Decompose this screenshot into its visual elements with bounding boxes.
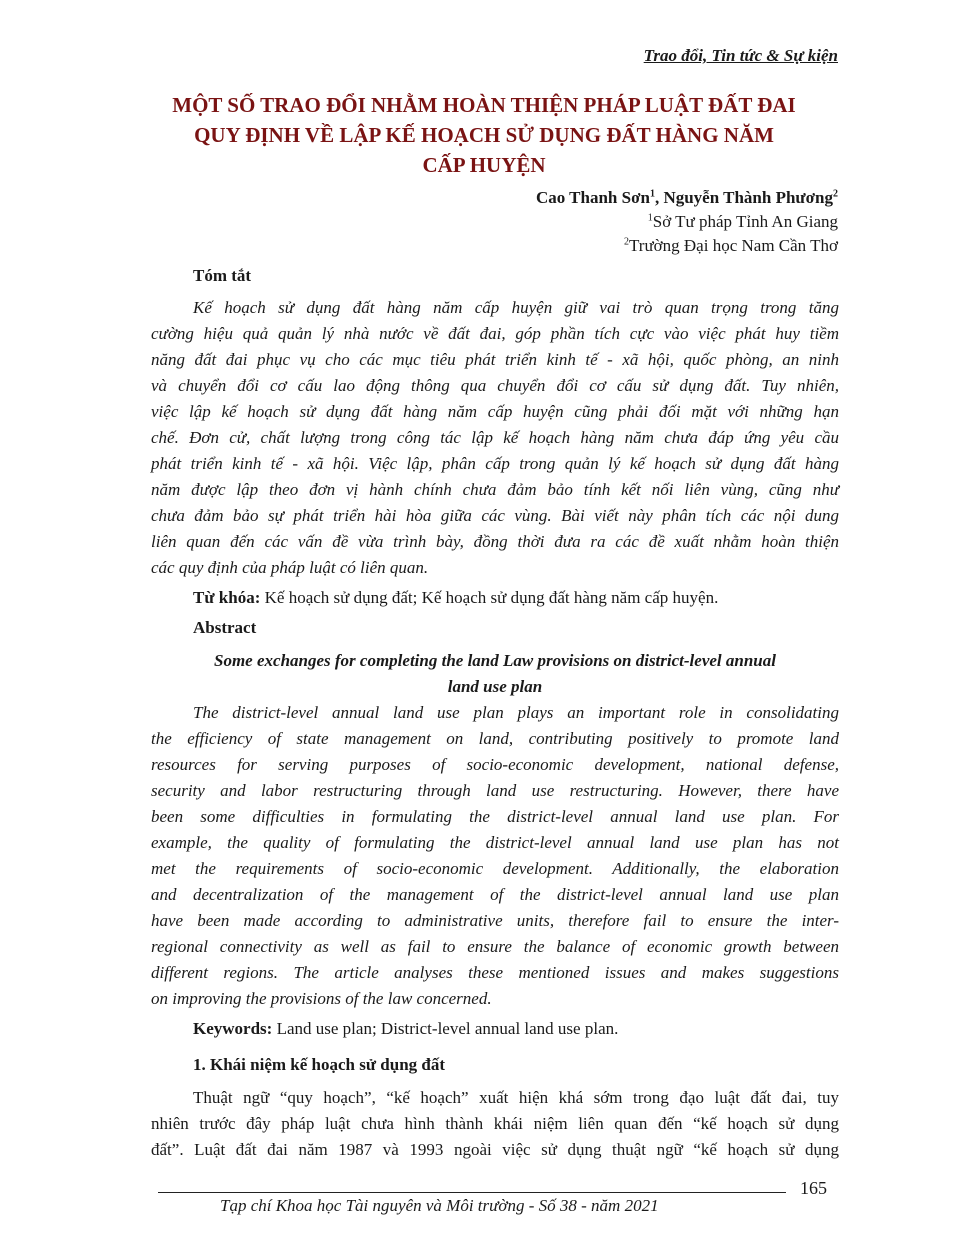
abstract-title (151, 648, 839, 700)
summary-heading: Tóm tắt (193, 266, 252, 285)
summary-line: năm được lập theo đơn vị hành chính chưa đảm bảo tính kết nối liên vùng, cũng như (151, 480, 839, 499)
article-title (130, 90, 838, 180)
abstract-line: been some difficulties in formulating the district-level annual land use plan. For (151, 807, 839, 826)
summary-line: và chuyển đổi cơ cấu lao động thông qua chuyển đổi cơ cấu sử dụng đất. Tuy nhiên, (151, 376, 839, 395)
summary-line: năng đất đai phục vụ cho các mục tiêu phát triển kinh tế - xã hội, quốc phòng, an ninh (151, 350, 839, 369)
summary-line: liên quan đến các vấn đề vừa trình bày, đồng thời đưa ra các đề xuất nhằm hoàn thiện (151, 532, 839, 551)
summary-line: chưa đảm bảo sự phát triển hài hòa giữa các vùng. Bài viết này phân tích các nội dung (151, 506, 839, 525)
abstract-line: security and labor restructuring through land use restructuring. However, there have (151, 781, 839, 800)
keywords-vi (193, 588, 718, 608)
summary-line: chế. Đơn cử, chất lượng trong công tác lập kế hoạch hàng năm chưa đáp ứng yêu cầu (151, 428, 839, 447)
author-1: Cao Thanh Sơn (535, 188, 650, 207)
summary-line: các quy định của pháp luật có liên quan. (151, 558, 429, 577)
title-line: MỘT SỐ TRAO ĐỔI NHẰM HOÀN THIỆN PHÁP LUẬT ĐẤT ĐAI (172, 93, 796, 117)
abstract-paragraph (151, 700, 839, 1012)
abstract-line: regional connectivity as well as fail to ensure the balance of economic growth between (151, 937, 839, 956)
title-line: CẤP HUYỆN (422, 153, 546, 177)
abstract-heading: Abstract (193, 618, 257, 637)
keywords-en-label: Keywords: (193, 1019, 273, 1038)
abstract-line: resources for serving purposes of socio-economic development, national defense, (151, 755, 839, 774)
body-line: Thuật ngữ “quy hoạch”, “kế hoạch” xuất hiện khá sớm trong đạo luật đất đai, tuy (193, 1088, 839, 1107)
keywords-en (193, 1019, 618, 1039)
abstract-line: on improving the provisions of the law concerned. (151, 989, 492, 1008)
affiliation-2-text: Trường Đại học Nam Cần Thơ (629, 236, 838, 255)
journal-footer: Tạp chí Khoa học Tài nguyên và Môi trường - Số 38 - năm 2021 (220, 1196, 659, 1215)
section-1-heading: 1. Khái niệm kế hoạch sử dụng đất (193, 1055, 446, 1074)
abstract-line: met the requirements of socio-economic development. Additionally, the elaboration (151, 859, 839, 878)
page-number: 165 (800, 1178, 827, 1198)
summary-line: việc lập kế hoạch sử dụng đất hàng năm cấp huyện cũng phải đối mặt với những hạn (151, 402, 839, 421)
footer-divider (158, 1192, 786, 1193)
keywords-vi-text: Kế hoạch sử dụng đất; Kế hoạch sử dụng đất hàng năm cấp huyện. (260, 588, 719, 607)
body-line: đất”. Luật đất đai năm 1987 và 1993 ngoài việc sử dụng thuật ngữ “kế hoạch sử dụng (151, 1140, 839, 1159)
author-2-marker: 2 (833, 188, 838, 200)
affiliation-1-text: Sở Tư pháp Tỉnh An Giang (652, 212, 838, 231)
author-names (536, 186, 838, 210)
affiliation-2 (536, 234, 838, 258)
author-separator: , (654, 188, 664, 207)
author-2: Nguyễn Thành Phương (663, 188, 833, 207)
abstract-title-line: land use plan (447, 677, 543, 696)
abstract-line: different regions. The article analyses these mentioned issues and makes suggestions (151, 963, 839, 982)
abstract-title-line: Some exchanges for completing the land Law provisions on district-level annual (214, 651, 776, 670)
keywords-vi-label: Từ khóa: (193, 588, 261, 607)
author-1-marker: 1 (649, 188, 655, 200)
abstract-line: have been made according to administrative units, therefore fail to ensure the inter- (151, 911, 839, 930)
section-header: Trao đổi, Tin tức & Sự kiện (643, 46, 838, 65)
abstract-line: the efficiency of state management on land, contributing positively to promote land (151, 729, 839, 748)
affiliation-1 (536, 210, 838, 234)
abstract-line: The district-level annual land use plan plays an important role in consolidating (193, 703, 839, 722)
keywords-en-text: Land use plan; District-level annual land use plan. (272, 1019, 619, 1038)
summary-line: Kế hoạch sử dụng đất hàng năm cấp huyện giữ vai trò quan trọng trong tăng (193, 298, 839, 317)
affiliation-1-marker: 1 (647, 212, 653, 224)
affiliation-2-marker: 2 (624, 236, 629, 248)
title-line: QUY ĐỊNH VỀ LẬP KẾ HOẠCH SỬ DỤNG ĐẤT HÀNG NĂM (194, 123, 774, 147)
summary-line: cường hiệu quả quản lý nhà nước về đất đai, góp phần tích cực vào việc phát huy tiềm (151, 324, 839, 343)
summary-line: phát triển kinh tế - xã hội. Việc lập, phân cấp trong quản lý kế hoạch sử dụng đất hàng (151, 454, 839, 473)
abstract-line: and decentralization of the management of the district-level annual land use plan (151, 885, 839, 904)
abstract-line: example, the quality of formulating the district-level annual land use plan has not (151, 833, 839, 852)
summary-paragraph (151, 295, 839, 581)
author-block (536, 186, 838, 258)
body-line: nhiên trước đây pháp luật chưa hình thành khái niệm liên quan đến “kế hoạch sử dụng (151, 1114, 839, 1133)
section-1-paragraph (151, 1085, 839, 1163)
